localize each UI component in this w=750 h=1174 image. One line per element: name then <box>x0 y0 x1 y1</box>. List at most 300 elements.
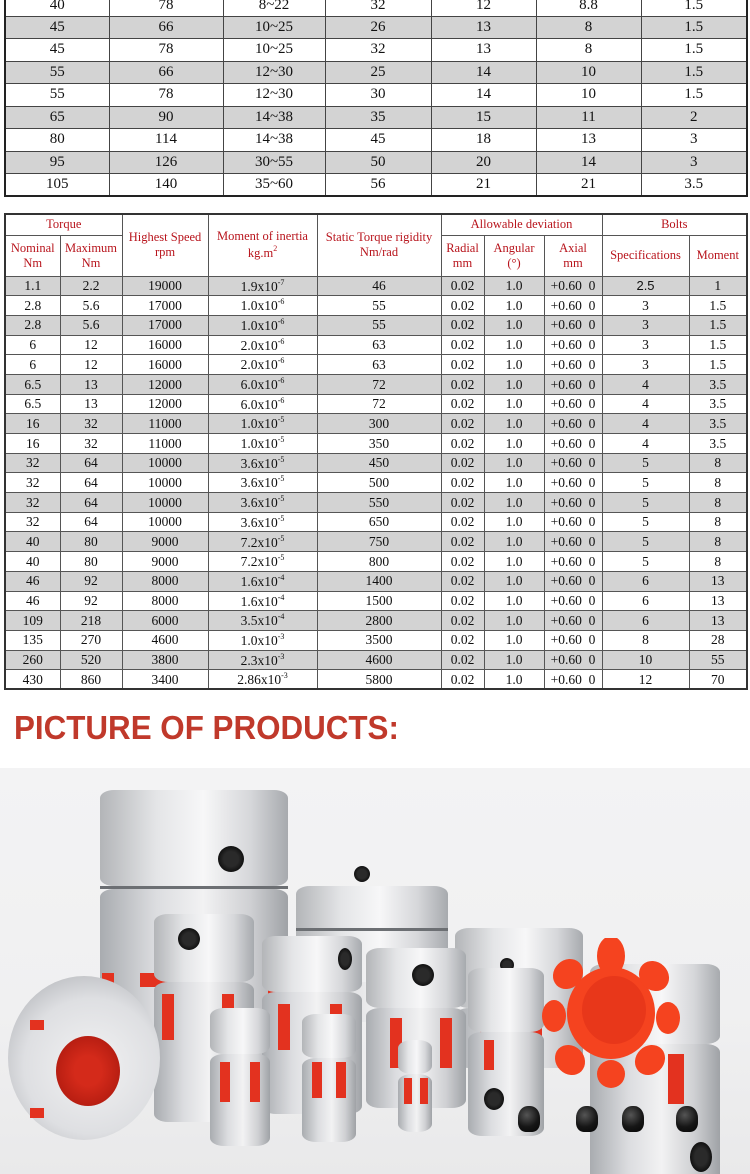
table-cell: 32 <box>325 39 431 62</box>
table-row <box>5 39 747 62</box>
table-cell: 140 <box>109 174 223 197</box>
cell-maximum: 13 <box>60 394 122 414</box>
cell-inertia <box>208 414 317 434</box>
cell-nominal: 40 <box>5 552 60 572</box>
coupling-small-hub-top <box>154 914 254 982</box>
cell-inertia <box>208 394 317 414</box>
table-cell: 13 <box>431 39 536 62</box>
cell-rigidity: 2800 <box>317 611 441 631</box>
cell-speed: 8000 <box>122 591 208 611</box>
cell-nominal: 32 <box>5 512 60 532</box>
cell-axial: +0.60 0 <box>544 591 602 611</box>
table-cell: 45 <box>5 39 109 62</box>
cell-inertia <box>208 591 317 611</box>
inertia-base: 1.0x10 <box>240 317 278 333</box>
cell-axial: +0.60 0 <box>544 611 602 631</box>
table-cell: 3 <box>641 151 747 174</box>
spec-table <box>4 0 748 197</box>
inertia-exponent: -5 <box>277 474 285 484</box>
table-cell: 66 <box>109 61 223 84</box>
inertia-exponent: -6 <box>277 376 285 386</box>
set-screw-hole <box>218 846 244 872</box>
cell-inertia <box>208 493 317 513</box>
cell-speed: 16000 <box>122 355 208 375</box>
cell-angular: 1.0 <box>484 670 544 690</box>
table-cell: 10~25 <box>223 39 325 62</box>
cell-maximum: 218 <box>60 611 122 631</box>
inertia-exponent: -5 <box>277 415 285 425</box>
cell-axial: +0.60 0 <box>544 571 602 591</box>
cell-maximum: 270 <box>60 630 122 650</box>
table-cell: 11 <box>536 106 641 129</box>
cell-inertia <box>208 650 317 670</box>
cell-maximum: 5.6 <box>60 296 122 316</box>
table-cell: 8 <box>536 39 641 62</box>
table-cell: 12~30 <box>223 61 325 84</box>
table-row <box>5 414 747 434</box>
cell-moment: 8 <box>689 552 747 572</box>
cell-spec: 5 <box>602 493 689 513</box>
table-cell: 66 <box>109 16 223 39</box>
table-row <box>5 434 747 454</box>
inertia-exponent: -6 <box>277 356 285 366</box>
header-radial <box>441 235 484 276</box>
cell-rigidity: 550 <box>317 493 441 513</box>
inertia-base: 1.0x10 <box>240 632 278 648</box>
cell-nominal: 46 <box>5 591 60 611</box>
table-cell: 14 <box>536 151 641 174</box>
cell-speed: 10000 <box>122 453 208 473</box>
set-screw-hole <box>412 964 434 986</box>
cell-axial: +0.60 0 <box>544 473 602 493</box>
table-cell: 25 <box>325 61 431 84</box>
table-row <box>5 355 747 375</box>
header-angular <box>484 235 544 276</box>
cell-angular: 1.0 <box>484 434 544 454</box>
cell-moment: 8 <box>689 532 747 552</box>
inertia-base: 7.2x10 <box>240 534 278 550</box>
inertia-exponent: -3 <box>277 651 285 661</box>
cell-maximum: 860 <box>60 670 122 690</box>
set-screw-icon <box>622 1106 644 1132</box>
table-cell: 20 <box>431 151 536 174</box>
cell-axial: +0.60 0 <box>544 650 602 670</box>
inertia-base: 3.6x10 <box>240 514 278 530</box>
inertia-exponent: -5 <box>277 553 285 563</box>
cell-radial: 0.02 <box>441 276 484 296</box>
table-row <box>5 151 747 174</box>
cell-axial: +0.60 0 <box>544 374 602 394</box>
cell-nominal: 6 <box>5 355 60 375</box>
table-cell: 14 <box>431 84 536 107</box>
cell-angular: 1.0 <box>484 591 544 611</box>
table-cell: 8.8 <box>536 0 641 16</box>
table-cell: 45 <box>325 129 431 152</box>
header-bolts: Bolts <box>602 214 747 235</box>
cell-angular: 1.0 <box>484 355 544 375</box>
table-cell: 32 <box>325 0 431 16</box>
table-cell: 14~38 <box>223 106 325 129</box>
cell-spec: 3 <box>602 315 689 335</box>
header-torque: Torque <box>5 214 122 235</box>
spider-insert <box>30 1020 44 1030</box>
cell-nominal: 1.1 <box>5 276 60 296</box>
table-row <box>5 315 747 335</box>
set-screw-hole <box>484 1088 504 1110</box>
cell-speed: 4600 <box>122 630 208 650</box>
cell-moment: 13 <box>689 611 747 631</box>
cell-radial: 0.02 <box>441 296 484 316</box>
cell-nominal: 6 <box>5 335 60 355</box>
cell-spec: 5 <box>602 552 689 572</box>
table-cell: 1.5 <box>641 0 747 16</box>
cell-radial: 0.02 <box>441 434 484 454</box>
table-cell: 1.5 <box>641 39 747 62</box>
cell-axial: +0.60 0 <box>544 532 602 552</box>
inertia-base: 3.6x10 <box>240 455 278 471</box>
cell-angular: 1.0 <box>484 394 544 414</box>
cell-rigidity: 1500 <box>317 591 441 611</box>
cell-angular: 1.0 <box>484 611 544 631</box>
cell-maximum: 64 <box>60 512 122 532</box>
cell-radial: 0.02 <box>441 611 484 631</box>
spider-insert <box>278 1004 290 1050</box>
table-cell: 15 <box>431 106 536 129</box>
table-row <box>5 374 747 394</box>
cell-rigidity: 63 <box>317 335 441 355</box>
inertia-base: 6.0x10 <box>240 377 278 393</box>
cell-radial: 0.02 <box>441 571 484 591</box>
cell-moment: 8 <box>689 493 747 513</box>
cell-angular: 1.0 <box>484 473 544 493</box>
cell-speed: 10000 <box>122 512 208 532</box>
table-row <box>5 670 747 690</box>
cell-rigidity: 300 <box>317 414 441 434</box>
cell-angular: 1.0 <box>484 493 544 513</box>
cell-rigidity: 5800 <box>317 670 441 690</box>
table-row <box>5 650 747 670</box>
cell-angular: 1.0 <box>484 374 544 394</box>
cell-moment: 8 <box>689 453 747 473</box>
inertia-exponent: -5 <box>277 494 285 504</box>
set-screw-icon <box>518 1106 540 1132</box>
inertia-base: 1.0x10 <box>240 416 278 432</box>
header-specifications: Specifications <box>602 235 689 276</box>
table-row <box>5 512 747 532</box>
cell-rigidity: 4600 <box>317 650 441 670</box>
cell-axial: +0.60 0 <box>544 394 602 414</box>
cell-moment: 70 <box>689 670 747 690</box>
set-screw-hole <box>354 866 370 882</box>
cell-speed: 8000 <box>122 571 208 591</box>
cell-rigidity: 46 <box>317 276 441 296</box>
cell-nominal: 135 <box>5 630 60 650</box>
cell-moment: 3.5 <box>689 414 747 434</box>
table-row <box>5 0 747 16</box>
inertia-base: 2.0x10 <box>240 337 278 353</box>
table-cell: 13 <box>536 129 641 152</box>
table-cell: 30~55 <box>223 151 325 174</box>
cell-angular: 1.0 <box>484 650 544 670</box>
table-cell: 50 <box>325 151 431 174</box>
inertia-exponent: -5 <box>277 454 285 464</box>
cell-spec: 6 <box>602 611 689 631</box>
cell-axial: +0.60 0 <box>544 355 602 375</box>
cell-moment: 1 <box>689 276 747 296</box>
coupling-seam <box>296 928 448 931</box>
set-screw-icon <box>576 1106 598 1132</box>
header-axial <box>544 235 602 276</box>
cell-inertia <box>208 434 317 454</box>
cell-rigidity: 55 <box>317 315 441 335</box>
cell-inertia <box>208 355 317 375</box>
cell-nominal: 6.5 <box>5 374 60 394</box>
inertia-exponent: -7 <box>277 277 285 287</box>
inertia-exponent: -5 <box>277 513 285 523</box>
cell-nominal: 6.5 <box>5 394 60 414</box>
inertia-base: 1.9x10 <box>240 278 278 294</box>
cell-maximum: 13 <box>60 374 122 394</box>
cell-speed: 9000 <box>122 532 208 552</box>
cell-inertia <box>208 276 317 296</box>
cell-axial: +0.60 0 <box>544 315 602 335</box>
header-rigidity-label: Static Torque rigidity <box>325 230 433 245</box>
cell-spec: 5 <box>602 453 689 473</box>
table-row <box>5 394 747 414</box>
inertia-base: 1.6x10 <box>240 573 278 589</box>
cell-moment: 1.5 <box>689 355 747 375</box>
cell-axial: +0.60 0 <box>544 493 602 513</box>
cell-speed: 9000 <box>122 552 208 572</box>
inertia-base: 1.0x10 <box>240 298 278 314</box>
cell-nominal: 16 <box>5 414 60 434</box>
cell-rigidity: 1400 <box>317 571 441 591</box>
cell-rigidity: 350 <box>317 434 441 454</box>
table-cell: 10 <box>536 84 641 107</box>
cell-radial: 0.02 <box>441 591 484 611</box>
header-rigidity-unit: Nm/rad <box>359 245 399 260</box>
cell-maximum: 80 <box>60 532 122 552</box>
cell-speed: 10000 <box>122 493 208 513</box>
table-row <box>5 591 747 611</box>
cell-maximum: 5.6 <box>60 315 122 335</box>
cell-angular: 1.0 <box>484 552 544 572</box>
cell-radial: 0.02 <box>441 512 484 532</box>
header-moment-of-inertia <box>208 214 317 276</box>
table-row <box>5 61 747 84</box>
table-cell: 13 <box>431 16 536 39</box>
inertia-exponent: -3 <box>281 671 288 681</box>
cell-nominal: 430 <box>5 670 60 690</box>
set-screw-hole <box>178 928 200 950</box>
table-cell: 35~60 <box>223 174 325 197</box>
header-inertia-label: Moment of inertia <box>217 229 308 244</box>
table-row <box>5 335 747 355</box>
header-axial-unit: mm <box>563 255 583 270</box>
spider-insert <box>30 1108 44 1118</box>
cell-spec: 2.5 <box>602 276 689 296</box>
header-maximum-label: Maximum <box>64 240 118 255</box>
table-cell: 55 <box>5 61 109 84</box>
table-row <box>5 611 747 631</box>
table-cell: 45 <box>5 16 109 39</box>
cell-maximum: 64 <box>60 453 122 473</box>
cell-radial: 0.02 <box>441 532 484 552</box>
table-cell: 21 <box>431 174 536 197</box>
header-maximum-unit: Nm <box>81 255 101 270</box>
table-cell: 126 <box>109 151 223 174</box>
cell-radial: 0.02 <box>441 315 484 335</box>
cell-axial: +0.60 0 <box>544 552 602 572</box>
cell-spec: 6 <box>602 591 689 611</box>
table-row <box>5 84 747 107</box>
inertia-exponent: -6 <box>277 316 285 326</box>
cell-inertia <box>208 670 317 690</box>
cell-nominal: 32 <box>5 493 60 513</box>
spider-insert <box>484 1040 494 1070</box>
cell-rigidity: 500 <box>317 473 441 493</box>
inertia-base: 3.5x10 <box>240 613 278 629</box>
table-row <box>5 473 747 493</box>
coupling-mini-hub <box>210 1008 270 1054</box>
product-photo <box>0 768 750 1174</box>
cell-spec: 3 <box>602 296 689 316</box>
cell-spec: 4 <box>602 434 689 454</box>
spider-insert <box>250 1062 260 1102</box>
cell-angular: 1.0 <box>484 630 544 650</box>
cell-moment: 1.5 <box>689 296 747 316</box>
cell-axial: +0.60 0 <box>544 630 602 650</box>
table-row <box>5 552 747 572</box>
coupling-large-hub-top <box>100 790 288 886</box>
header-nominal-unit: Nm <box>23 255 43 270</box>
table-cell: 8~22 <box>223 0 325 16</box>
cell-moment: 3.5 <box>689 434 747 454</box>
cell-speed: 12000 <box>122 394 208 414</box>
cell-angular: 1.0 <box>484 571 544 591</box>
table-cell: 65 <box>5 106 109 129</box>
cell-radial: 0.02 <box>441 630 484 650</box>
section-heading: PICTURE OF PRODUCTS: <box>14 709 399 746</box>
table-cell: 2 <box>641 106 747 129</box>
cell-speed: 17000 <box>122 315 208 335</box>
cell-radial: 0.02 <box>441 473 484 493</box>
table-cell: 1.5 <box>641 84 747 107</box>
cell-speed: 17000 <box>122 296 208 316</box>
inertia-exponent: -5 <box>277 435 285 445</box>
cell-speed: 19000 <box>122 276 208 296</box>
header-moment: Moment <box>689 235 747 276</box>
cell-spec: 5 <box>602 512 689 532</box>
coupling-mini-hub <box>302 1014 356 1058</box>
inertia-exponent: -6 <box>277 336 285 346</box>
cell-angular: 1.0 <box>484 335 544 355</box>
cell-axial: +0.60 0 <box>544 276 602 296</box>
cell-speed: 3800 <box>122 650 208 670</box>
cell-inertia <box>208 532 317 552</box>
cell-maximum: 12 <box>60 355 122 375</box>
cell-radial: 0.02 <box>441 670 484 690</box>
cell-spec: 4 <box>602 374 689 394</box>
spider-insert <box>420 1078 428 1104</box>
cell-speed: 16000 <box>122 335 208 355</box>
cell-spec: 10 <box>602 650 689 670</box>
cell-moment: 13 <box>689 571 747 591</box>
table-row <box>5 532 747 552</box>
inertia-exponent: -4 <box>277 592 285 602</box>
cell-maximum: 92 <box>60 571 122 591</box>
coupling-mini-hub-bottom <box>210 1054 270 1146</box>
cell-speed: 12000 <box>122 374 208 394</box>
cell-inertia <box>208 374 317 394</box>
table-cell: 90 <box>109 106 223 129</box>
header-allowable-deviation: Allowable deviation <box>441 214 602 235</box>
cell-radial: 0.02 <box>441 493 484 513</box>
cell-moment: 8 <box>689 473 747 493</box>
cell-moment: 28 <box>689 630 747 650</box>
cell-spec: 5 <box>602 473 689 493</box>
cell-moment: 1.5 <box>689 335 747 355</box>
table-row <box>5 453 747 473</box>
header-axial-label: Axial <box>559 240 587 255</box>
cell-inertia <box>208 453 317 473</box>
table-cell: 55 <box>5 84 109 107</box>
cell-nominal: 32 <box>5 473 60 493</box>
table-row <box>5 571 747 591</box>
header-nominal <box>5 235 60 276</box>
header-inertia-unit-exp: 2 <box>273 244 278 254</box>
header-highest-speed <box>122 214 208 276</box>
cell-nominal: 2.8 <box>5 315 60 335</box>
cell-axial: +0.60 0 <box>544 414 602 434</box>
table-cell: 80 <box>5 129 109 152</box>
cell-nominal: 46 <box>5 571 60 591</box>
cell-inertia <box>208 611 317 631</box>
cell-spec: 8 <box>602 630 689 650</box>
cell-spec: 3 <box>602 335 689 355</box>
header-speed-label: Highest Speed <box>128 230 202 245</box>
cell-moment: 55 <box>689 650 747 670</box>
cell-radial: 0.02 <box>441 335 484 355</box>
table-row <box>5 493 747 513</box>
table-cell: 1.5 <box>641 16 747 39</box>
table-cell: 18 <box>431 129 536 152</box>
cell-inertia <box>208 630 317 650</box>
cell-rigidity: 3500 <box>317 630 441 650</box>
table-cell: 3 <box>641 129 747 152</box>
table-cell: 12~30 <box>223 84 325 107</box>
table-cell: 21 <box>536 174 641 197</box>
cell-inertia <box>208 473 317 493</box>
spider-insert <box>440 1018 452 1068</box>
header-speed-unit: rpm <box>154 245 176 260</box>
table-cell: 10~25 <box>223 16 325 39</box>
table-cell: 12 <box>431 0 536 16</box>
cell-radial: 0.02 <box>441 552 484 572</box>
set-screw-icon <box>676 1106 698 1132</box>
cell-inertia <box>208 571 317 591</box>
inertia-base: 7.2x10 <box>240 554 278 570</box>
cell-rigidity: 55 <box>317 296 441 316</box>
table-row <box>5 16 747 39</box>
cell-angular: 1.0 <box>484 453 544 473</box>
cell-maximum: 32 <box>60 414 122 434</box>
cell-radial: 0.02 <box>441 394 484 414</box>
cell-radial: 0.02 <box>441 650 484 670</box>
cell-radial: 0.02 <box>441 355 484 375</box>
cell-angular: 1.0 <box>484 532 544 552</box>
cell-moment: 3.5 <box>689 394 747 414</box>
